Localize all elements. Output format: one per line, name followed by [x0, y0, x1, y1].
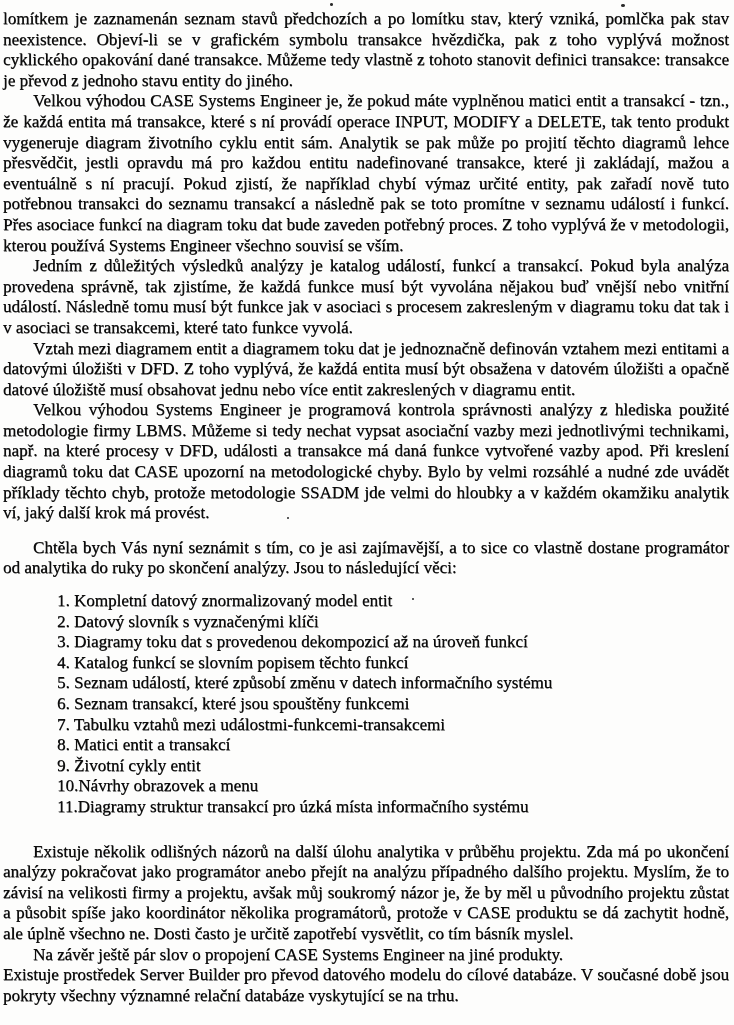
list-item-10: 10.Návrhy obrazovek a menu [57, 776, 259, 796]
list-item-11: 11.Diagramy struktur transakcí pro úzká místa informačního systému [57, 796, 529, 816]
paragraph-methodology-check: Velkou výhodou Systems Engineer je programová kontrola správnosti analýzy z hlediska použité metodologie firmy LBMS. Můžeme si tedy nechat vypsat asociační vazby mezi jednotlivými technikami, např. na které procesy v DFD, události a transakce má daná funkce vytvořené vazby apod. Při kreslení diagramů toku dat CASE upozorní na metodologické chyby. Bylo by velmi rozsáhlé a nudné zde uvádět příklady těchto chyb, protože metodologie SSADM jde velmi do hloubky a v každém okamžiku analytik ví, jaký další krok má provést. [3, 400, 729, 523]
paragraph-continuation: lomítkem je zaznamenán seznam stavů předchozích a po lomítku stav, který vzniká, pomlčka pak stav neexistence. Objeví-li se v grafickém symbolu transakce hvězdička, pak z toho vyplývá možnost cyklického opakování dané transakce. Můžeme tedy vlastně z tohoto stanovit definici transakce: transakce je převod z jednoho stavu entity do jiného. [3, 9, 729, 90]
scan-speck [330, 3, 333, 6]
paragraph-analysis-catalog: Jedním z důležitých výsledků analýzy je katalog událostí, funkcí a transakcí. Pokud byla analýza provedena správně, tak zjistíme, že každá funkce musí být vyvolána nějakou buď vnější nebo vnitřní událostí. Následně tomu musí být funkce jak v asociaci s procesem zakresleným v diagramu toku dat tak i v asociaci se transakcemi, které tato funkce vyvolá. [3, 256, 729, 337]
list-item-3: 3. Diagramy toku dat s provedenou dekompozicí až na úroveň funkcí [57, 632, 528, 652]
paragraph-entity-dfd-relation: Vztah mezi diagramem entit a diagramem toku dat je jednoznačně definován vztahem mezi entitami a datovými úložišti v DFD. Z toho vyplývá, že každá entita musí být obsažena v datovém úložišti a opačně datové úložiště musí obsahovat jednu nebo více entit zakreslených v diagramu entit. [3, 338, 729, 399]
paragraph-list-intro: Chtěla bych Vás nyní seznámit s tím, co je asi zajímavější, a to sice co vlastně dostane programátor od analytika do ruky po skončení analýzy. Jsou to následující věci: [3, 537, 729, 578]
list-item-9: 9. Životní cykly entit [57, 755, 201, 775]
numbered-list [57, 591, 729, 818]
list-item-1: 1. Kompletní datový znormalizovaný model entit [57, 591, 393, 611]
list-item-4: 4. Katalog funkcí se slovním popisem těchto funkcí [57, 652, 409, 672]
list-item-6: 6. Seznam transakcí, které jsou spouštěny funkcemi [57, 694, 410, 713]
paragraph-analyst-role: Existuje několik odlišných názorů na další úlohu analytika v průběhu projektu. Zda má po ukončení analýzy pokračovat jako programátor anebo přejít na analýzu případného dalšího projektu. Myslím, že to závisí na velikosti firmy a projektu, avšak můj soukromý názor je, že by měl u původního projektu zůstat a působit spíše jako koordinátor několika programátorů, protože v CASE produktu se dá zachytit hodně, ale úplně všechno ne. Dosti často je určitě zapotřebí vysvětlit, co tím básník myslel. [3, 841, 729, 943]
scan-speck [412, 598, 414, 600]
list-item-5: 5. Seznam událostí, které způsobí změnu v datech informačního systému [57, 673, 553, 693]
scan-speck [621, 4, 625, 7]
paragraph-closing-intro: Na závěr ještě pár slov o propojení CASE Systems Engineer na jiné produkty. [33, 944, 564, 964]
paragraph-case-advantage: Velkou výhodou CASE Systems Engineer je, že pokud máte vyplněnou matici entit a transakcí - tzn., že každá entita má transakce, které s ní provádí operace INPUT, MODIFY a DELETE, tak tento produkt vygeneruje diagram životního cyklu entit sám. Analytik se pak může po projití těchto diagramů lehce přesvědčit, jestli opravdu má pro každou entitu nadefinované transakce, které ji zakládají, mažou a eventuálně s ní pracují. Pokud zjistí, že například chybí výmaz určité entity, pak zařadí nově tuto potřebnou transakci do seznamu transakcí a následně pak se toto promítne v seznamu událostí i funkcí. Přes asociace funkcí na diagram toku dat bude zaveden potřebný proces. Z toho vyplývá že v metodologii, kterou používá Systems Engineer všechno souvisí se vším. [3, 91, 729, 255]
scan-speck [287, 517, 289, 519]
list-item-2: 2. Datový slovník s vyznačenými klíči [57, 611, 319, 631]
list-item-7: 7. Tabulku vztahů mezi událostmi-funkcemi-transakcemi [57, 714, 445, 734]
list-item-8: 8. Matici entit a transakcí [57, 735, 231, 755]
paragraph-server-builder: Existuje prostředek Server Builder pro převod datového modelu do cílové databáze. V současné době jsou pokryty všechny významné relační databáze vyskytující se na trhu. [3, 965, 729, 1005]
